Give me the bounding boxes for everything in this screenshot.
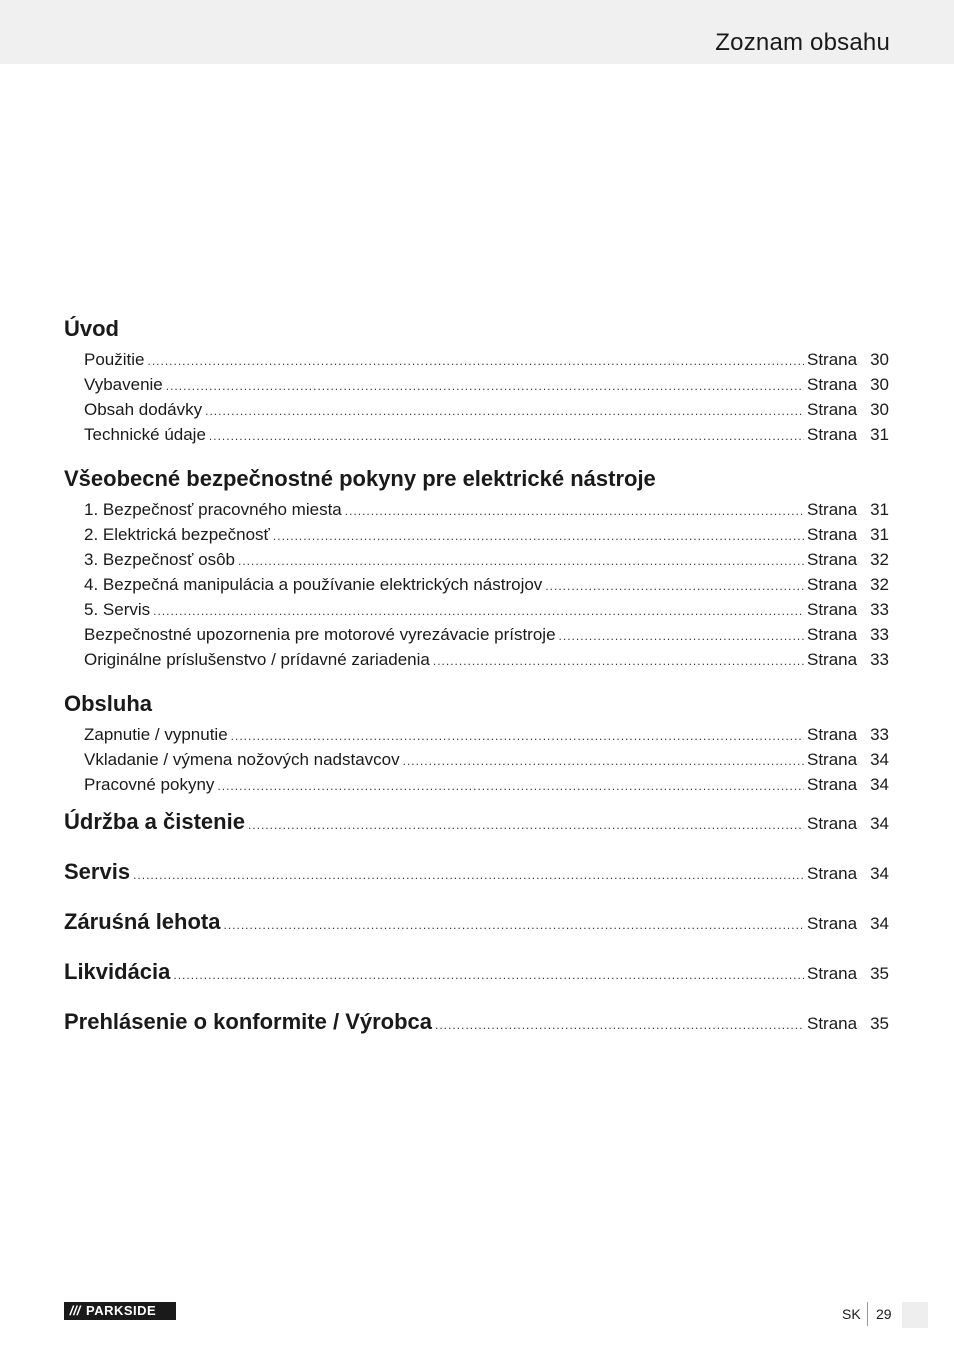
toc-entry[interactable] — [64, 522, 889, 547]
toc-entry[interactable] — [64, 397, 889, 422]
section-gap — [64, 447, 889, 461]
dot-leader — [147, 349, 804, 374]
toc-entry-page: 33 — [870, 650, 889, 669]
dot-leader — [223, 900, 804, 950]
toc-entry[interactable] — [64, 547, 889, 572]
toc-heading-entry[interactable] — [64, 947, 889, 997]
toc-entry-title: Technické údaje — [84, 425, 206, 444]
toc-entry-strana: Strana — [807, 525, 858, 544]
toc-entry-strana: Strana — [807, 600, 858, 619]
toc-entry-strana: Strana — [807, 350, 858, 369]
logo-stripes: /// — [69, 1303, 81, 1318]
toc-entry-title: 5. Servis — [84, 600, 151, 619]
toc-entry-title: Bezpečnostné upozornenia pre motorové vyrezávacie prístroje — [84, 625, 556, 644]
toc-entry-page: 32 — [870, 575, 889, 594]
footer-tab-marker — [902, 1302, 928, 1328]
toc-heading-entry[interactable] — [64, 897, 889, 947]
toc-entry-strana: Strana — [807, 625, 858, 644]
parkside-logo — [64, 1302, 176, 1320]
toc-entry-page: 30 — [870, 400, 889, 419]
dot-leader — [153, 599, 804, 624]
toc-entry-title: Obsah dodávky — [84, 400, 203, 419]
toc-entry-title: Zapnutie / vypnutie — [84, 725, 228, 744]
toc-entry[interactable] — [64, 622, 889, 647]
toc-entry-page: 33 — [870, 725, 889, 744]
toc-entry-title: 2. Elektrická bezpečnosť — [84, 525, 270, 544]
toc-entry-page: 33 — [870, 625, 889, 644]
page-title: Zoznam obsahu — [715, 29, 890, 56]
toc-entry[interactable] — [64, 772, 889, 797]
dot-leader — [238, 549, 804, 574]
section-gap — [64, 672, 889, 686]
toc-entry[interactable] — [64, 722, 889, 747]
toc-section-heading: Obsluha — [64, 691, 153, 716]
toc-entry-title: 3. Bezpečnosť osôb — [84, 550, 235, 569]
toc-heading-title: Údržba a čistenie — [64, 809, 245, 834]
toc-entry-page: 34 — [870, 864, 889, 883]
footer-language: SK — [842, 1306, 861, 1322]
toc-entry-page: 33 — [870, 600, 889, 619]
toc-entry[interactable] — [64, 347, 889, 372]
toc-entry-strana: Strana — [807, 425, 858, 444]
toc-entry-strana: Strana — [807, 650, 858, 669]
toc-entry-strana: Strana — [807, 375, 858, 394]
toc-entry-title: Vybavenie — [84, 375, 163, 394]
toc-entry[interactable] — [64, 372, 889, 397]
dot-leader — [209, 424, 804, 449]
toc-entry-strana: Strana — [807, 914, 858, 933]
dot-leader — [205, 399, 804, 424]
toc-heading-title: Likvidácia — [64, 959, 171, 984]
toc-entry-title: Vkladanie / výmena nožových nadstavcov — [84, 750, 400, 769]
dot-leader — [559, 624, 804, 649]
toc-entry-page: 31 — [870, 500, 889, 519]
toc-entry-page: 34 — [870, 914, 889, 933]
toc-entry-page: 35 — [870, 964, 889, 983]
footer-page-number: 29 — [876, 1306, 892, 1322]
toc-heading-entry[interactable] — [64, 997, 889, 1047]
toc-entry-strana: Strana — [807, 500, 858, 519]
toc-heading-title: Prehlásenie o konformite / Výrobca — [64, 1009, 433, 1034]
toc-entry[interactable] — [64, 497, 889, 522]
dot-leader — [248, 800, 804, 850]
toc-entry-strana: Strana — [807, 575, 858, 594]
toc-heading-title: Záruśná lehota — [64, 909, 221, 934]
toc-entry-page: 31 — [870, 525, 889, 544]
dot-leader — [217, 774, 804, 799]
footer-divider — [867, 1302, 868, 1326]
dot-leader — [435, 1000, 804, 1050]
toc-entry[interactable] — [64, 747, 889, 772]
toc-entry-title: 1. Bezpečnosť pracovného miesta — [84, 500, 342, 519]
toc-entry-strana: Strana — [807, 400, 858, 419]
toc-entry-strana: Strana — [807, 814, 858, 833]
toc-entry-page: 34 — [870, 814, 889, 833]
dot-leader — [345, 499, 804, 524]
dot-leader — [231, 724, 804, 749]
toc-entry-title: 4. Bezpečná manipulácia a používanie elektrických nástrojov — [84, 575, 543, 594]
toc-entry-strana: Strana — [807, 864, 858, 883]
toc-section-heading: Úvod — [64, 316, 119, 341]
toc-heading-title: Servis — [64, 859, 131, 884]
toc-entry-page: 30 — [870, 350, 889, 369]
dot-leader — [545, 574, 804, 599]
toc-entry-strana: Strana — [807, 964, 858, 983]
toc-entry-title: Použitie — [84, 350, 145, 369]
toc-entry-page: 30 — [870, 375, 889, 394]
toc-entry-strana: Strana — [807, 550, 858, 569]
dot-leader — [403, 749, 804, 774]
toc-entry-strana: Strana — [807, 775, 858, 794]
toc-entry-page: 35 — [870, 1014, 889, 1033]
dot-leader — [273, 524, 804, 549]
dot-leader — [433, 649, 804, 674]
toc-entry-page: 34 — [870, 775, 889, 794]
toc-entry-title: Pracovné pokyny — [84, 775, 215, 794]
table-of-contents — [64, 311, 889, 1047]
toc-entry[interactable] — [64, 647, 889, 672]
toc-entry-title: Originálne príslušenstvo / prídavné zariadenia — [84, 650, 430, 669]
toc-entry[interactable] — [64, 422, 889, 447]
toc-entry-page: 34 — [870, 750, 889, 769]
toc-entry-strana: Strana — [807, 1014, 858, 1033]
toc-entry[interactable] — [64, 572, 889, 597]
dot-leader — [166, 374, 804, 399]
dot-leader — [133, 850, 804, 900]
logo-text: PARKSIDE — [86, 1303, 157, 1318]
dot-leader — [173, 950, 804, 1000]
toc-entry-strana: Strana — [807, 750, 858, 769]
toc-heading-entry[interactable] — [64, 797, 889, 847]
toc-heading-entry[interactable] — [64, 847, 889, 897]
toc-entry[interactable] — [64, 597, 889, 622]
toc-entry-page: 31 — [870, 425, 889, 444]
toc-entry-page: 32 — [870, 550, 889, 569]
toc-section-heading: Všeobecné bezpečnostné pokyny pre elektrické nástroje — [64, 466, 656, 491]
toc-entry-strana: Strana — [807, 725, 858, 744]
